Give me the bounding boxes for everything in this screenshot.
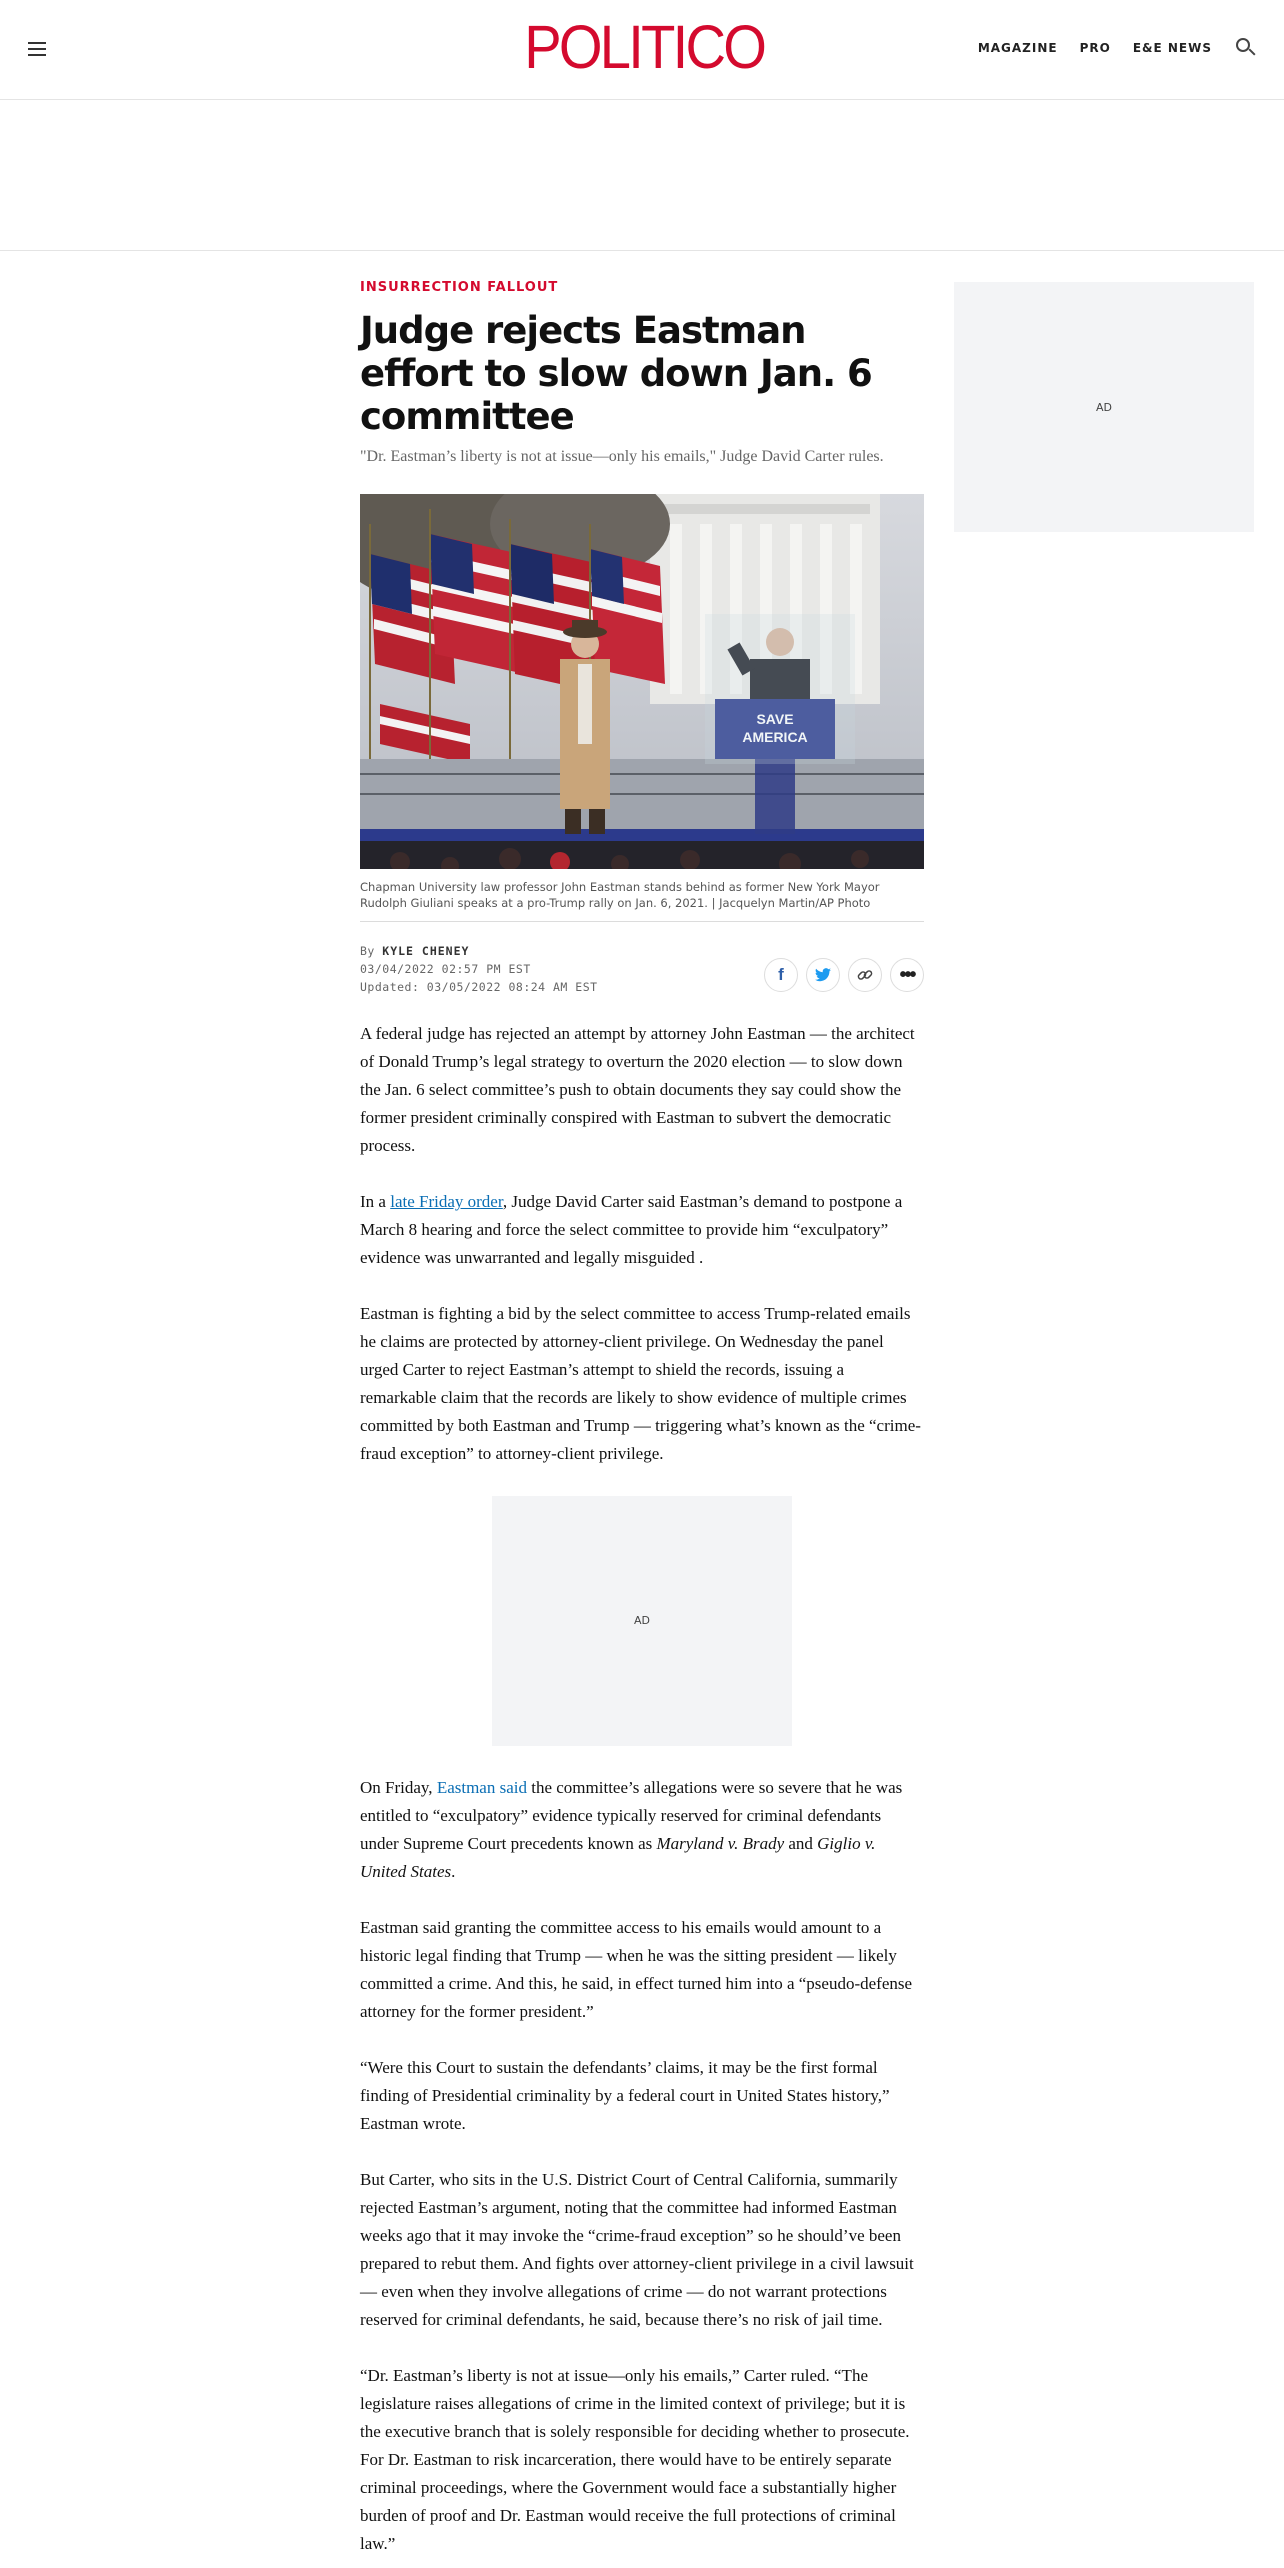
menu-icon[interactable] [28, 42, 46, 56]
twitter-share-icon[interactable] [806, 958, 840, 992]
eastman-said-link[interactable]: Eastman said [436, 1778, 527, 1797]
article-lead-photo [360, 494, 924, 869]
updated-timestamp: Updated: 03/05/2022 08:24 AM EST [360, 980, 598, 994]
article-dek: "Dr. Eastman’s liberty is not at issue—only his emails," Judge David Carter rules. [360, 448, 884, 465]
copy-link-icon[interactable] [848, 958, 882, 992]
paragraph-2: In a late Friday order, Judge David Carter said Eastman’s demand to postpone a March 8 hearing and force the select committee to provide him “exculpatory” evidence was unwarranted and legally misguided . [360, 1192, 903, 1267]
top-nav [956, 38, 1256, 58]
published-timestamp: 03/04/2022 02:57 PM EST [360, 962, 531, 976]
paragraph-1: A federal judge has rejected an attempt by attorney John Eastman — the architect of Donald Trump’s legal strategy to overturn the 2020 election — to slow down the Jan. 6 select committee’s push to obtain documents they say could show the former president criminally conspired with Eastman to subvert the democratic process. [360, 1024, 915, 1155]
late-friday-order-link[interactable]: late Friday order [390, 1192, 503, 1211]
paragraph-3: Eastman is fighting a bid by the select committee to access Trump-related emails he claims are protected by attorney-client privilege. On Wednesday the panel urged Carter to reject Eastman’s attempt to shield the records, issuing a remarkable claim that the records are likely to show evidence of multiple crimes committed by both Eastman and Trump — triggering what’s known as the “crime-fraud exception” to attorney-client privilege. [360, 1304, 921, 1463]
site-header [0, 0, 1284, 100]
top-ad-slot [0, 101, 1284, 251]
search-icon[interactable] [1236, 38, 1256, 58]
paragraph-4: On Friday, Eastman said the committee’s allegations were so severe that he was entitled to “exculpatory” evidence typically reserved for criminal defendants under Supreme Court precedents known as Maryland v. Brady and Giglio v. United States. [360, 1778, 903, 1881]
paragraph-5: Eastman said granting the committee access to his emails would amount to a historic legal finding that Trump — when he was the sitting president — likely committed a crime. And this, he said, in effect turned him into a “pseudo-defense attorney for the former president.” [360, 1918, 913, 2021]
podium-sign-line2: AMERICA [742, 729, 808, 745]
right-rail-ad-slot[interactable] [954, 282, 1254, 532]
paragraph-8: “Dr. Eastman’s liberty is not at issue—only his emails,” Carter ruled. “The legislature raises allegations of crime in the limited context of privilege; but it is the executive branch that is solely responsible for deciding whether to prosecute. For Dr. Eastman to risk incarceration, there would have to be entirely separate criminal proceedings, where the Government would face a substantially higher burden of proof and Dr. Eastman would receive the full protections of criminal law.” [360, 2366, 910, 2553]
facebook-share-icon[interactable]: f [764, 958, 798, 992]
paragraph-7: But Carter, who sits in the U.S. District Court of Central California, summarily rejected Eastman’s argument, noting that the committee had informed Eastman weeks ago that it may invoke the “crime-fraud exception” so he should’ve been prepared to rebut them. And fights over attorney-client privilege in a civil lawsuit — even when they involve allegations of crime — do not warrant protections reserved for criminal defendants, he said, because there’s no risk of jail time. [360, 2170, 914, 2329]
article-kicker[interactable]: INSURRECTION FALLOUT [360, 280, 559, 295]
nav-pro[interactable]: PRO [1079, 41, 1111, 55]
more-share-options-icon[interactable]: ••• [890, 958, 924, 992]
byline-prefix: By [360, 944, 383, 958]
photo-caption: Chapman University law professor John Eastman stands behind as former New York Mayor Rudolph Giuliani speaks at a pro-Trump rally on Jan. 6, 2021. | Jacquelyn Martin/AP Photo [360, 879, 924, 922]
article-headline: Judge rejects Eastman effort to slow down Jan. 6 committee [360, 309, 872, 438]
nav-ee-news[interactable]: E&E NEWS [1132, 41, 1212, 55]
nav-magazine[interactable]: MAGAZINE [977, 41, 1058, 55]
article [360, 280, 924, 2568]
byline-row [360, 942, 924, 998]
podium-sign-line1: SAVE [756, 711, 794, 727]
paragraph-6: “Were this Court to sustain the defendants’ claims, it may be the first formal finding of Presidential criminality by a federal court in United States history,” Eastman wrote. [360, 2058, 890, 2133]
rail-ad-label: AD [1096, 400, 1112, 414]
share-tools [756, 958, 924, 992]
article-body [360, 1020, 924, 2558]
site-logo[interactable]: POLITICO [524, 13, 765, 81]
inline-ad-slot[interactable] [492, 1496, 792, 1746]
inline-ad-label: AD [634, 1614, 650, 1627]
author-link[interactable]: KYLE CHENEY [382, 944, 470, 958]
